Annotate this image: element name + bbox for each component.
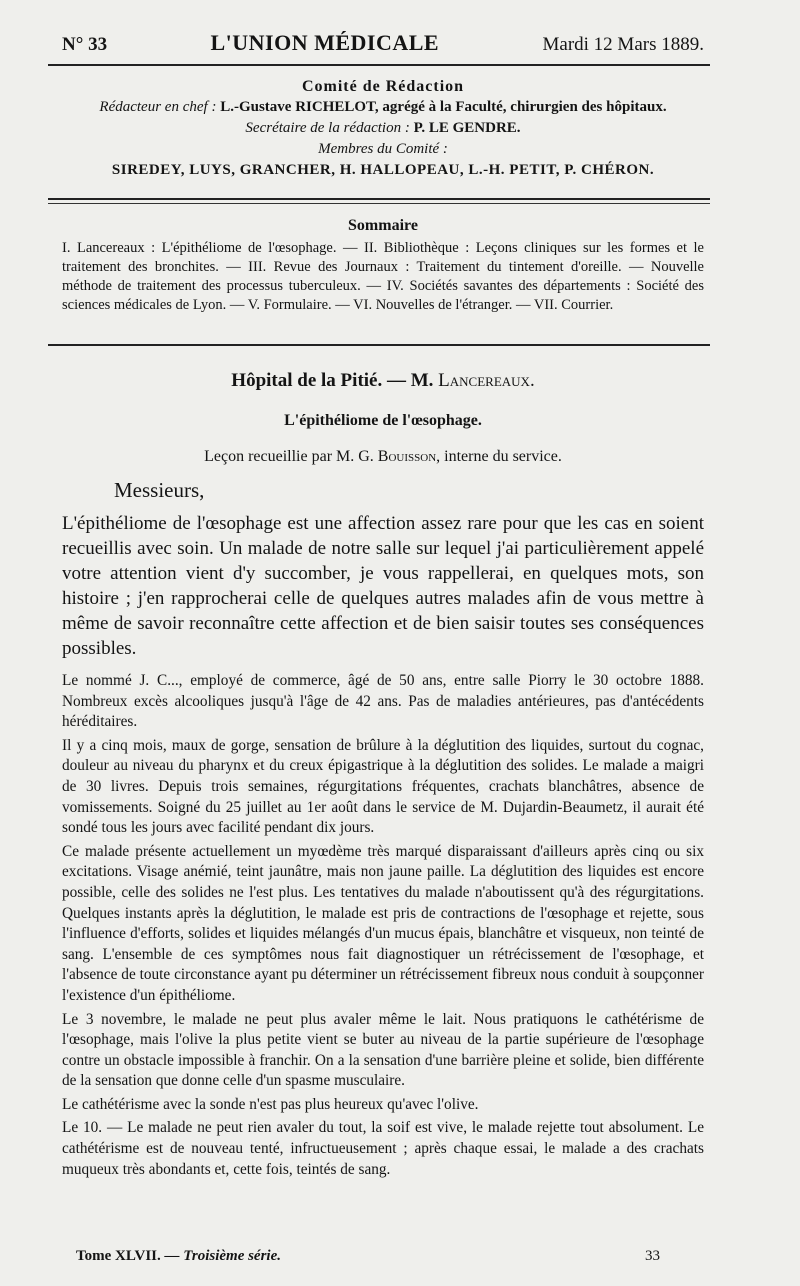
body-paragraph: Le nommé J. C..., employé de commerce, âgé de 50 ans, entre salle Piorry le 30 octobre 1888. Nombreux excès alcooliques jusqu'à l'âge de 42 ans. Pas de maladies antérieures, pas d'antécédents héréditaires.	[62, 672, 704, 731]
chief-label: Rédacteur en chef :	[99, 99, 217, 115]
editorial-committee	[62, 76, 704, 181]
issue-date: Mardi 12 Mars 1889.	[542, 34, 704, 55]
body-paragraph: Il y a cinq mois, maux de gorge, sensation de brûlure à la déglutition des liquides, surtout du cognac, douleur au niveau du pharynx et du creux épigastrique à la déglutition des solides. Le malade a maigri de 30 livres. Depuis trois semaines, régurgitations fréquentes, crachats blanchâtres, absence de vomissements. Soigné du 25 juillet au 1er août dans le service de M. Dujardin-Beaumetz, il aurait été sondé tous les jours avec facilité pendant dix jours.	[62, 736, 704, 837]
salutation: Messieurs,	[114, 478, 205, 502]
chief-editor: L.-Gustave RICHELOT, agrégé à la Faculté, chirurgien des hôpitaux.	[220, 99, 667, 115]
page-number: 33	[645, 1248, 660, 1264]
secretary-label: Secrétaire de la rédaction :	[245, 120, 410, 136]
page-footer	[76, 1248, 660, 1265]
article-byline	[62, 448, 704, 466]
summary-title: Sommaire	[348, 217, 418, 234]
footer-volume	[76, 1248, 281, 1265]
summary-rule	[48, 344, 710, 346]
body-paragraph: Le 3 novembre, le malade ne peut plus avaler même le lait. Nous pratiquons le cathétérisme de l'œsophage, mais l'olive la plus petite vient se buter au niveau de la partie supérieure de l'œsophage contre un obstacle impossible à franchir. On a la sensation d'une barrière pleine et solide, bien différente de la sensation que donne celle d'un spasme musculaire.	[62, 1010, 704, 1090]
committee-rule-top	[48, 198, 710, 200]
chief-editor-line	[62, 97, 704, 118]
issue-number: N° 33	[62, 34, 108, 55]
secretary-name: P. LE GENDRE.	[413, 120, 521, 136]
tome-label: Tome XLVII.	[76, 1248, 161, 1264]
body-paragraph: Le 10. — Le malade ne peut rien avaler du tout, la soif est vive, le malade rejette tout absolument. Le cathétérisme est de nouveau tenté, infructueusement ; après chaque essai, le malade a des crachats muqueux très abondants et, cette fois, teintés de sang.	[62, 1119, 704, 1178]
hospital-heading	[62, 370, 704, 392]
summary-box	[62, 216, 704, 315]
body-paragraph: Ce malade présente actuellement un myœdème très marqué disparaissant d'ailleurs après cinq ou six excitations. Visage anémié, teint jaunâtre, mais non jaune paille. La déglutition des liquides est encore possible, celle des solides ne l'est plus. Les tentatives du malade n'aboutissent qu'à des régurgitations. Quelques instants après la déglutition, le malade est pris de contractions de l'œsophage et rejette, sous l'influence d'efforts, solides et liquides mélangés d'un mucus épais, blanchâtre et visqueux, non teinté de sang. L'ensemble de ces symptômes nous fait diagnostiquer un rétrécissement de l'œsophage, et l'absence de toute circonstance ayant pu déterminer un rétrécissement fibreux nous conduit à soupçonner l'existence d'un épithéliome.	[62, 842, 704, 1004]
page-header	[62, 30, 704, 56]
committee-title: Comité de Rédaction	[301, 78, 465, 95]
members-label-line	[62, 139, 704, 160]
intro-paragraph: L'épithéliome de l'œsophage est une affection assez rare pour que les cas en soient recueillis avec soin. Un malade de notre salle sur lequel j'ai particulièrement appelé votre attention vient d'y succomber, je vous rappellerai, en quelques mots, son histoire ; j'en rapprocherai celle de quelques autres malades afin de vous mettre à même de savoir reconnaître cette affection et de bien saisir toutes ses conséquences possibles.	[62, 513, 704, 659]
byline-prefix: Leçon recueillie par M. G.	[204, 448, 374, 465]
journal-title: L'UNION MÉDICALE	[210, 30, 440, 55]
hospital-title: Hôpital de la Pitié. — M.	[231, 370, 434, 391]
committee-members: SIREDEY, LUYS, GRANCHER, H. HALLOPEAU, L.-H. PETIT, P. CHÉRON.	[111, 162, 655, 178]
committee-rule-bottom	[48, 203, 710, 204]
header-rule	[48, 64, 710, 66]
byline-name: Bouisson,	[377, 448, 441, 465]
byline-suffix: interne du service.	[444, 448, 562, 465]
hospital-doctor: Lancereaux.	[438, 370, 535, 391]
body-paragraph: Le cathétérisme avec la sonde n'est pas plus heureux qu'avec l'olive.	[62, 1095, 479, 1113]
series-label: — Troisième série.	[164, 1248, 282, 1264]
members-label: Membres du Comité :	[318, 141, 448, 157]
article	[62, 370, 704, 1183]
secretary-line	[62, 118, 704, 139]
summary-text: I. Lancereaux : L'épithéliome de l'œsophage. — II. Bibliothèque : Leçons cliniques sur les formes et le traitement des bronchites. — III. Revue des Journaux : Traitement du tintement d'oreille. — Nouvelle méthode de traitement des processus tuberculeux. — IV. Sociétés savantes des départements : Société des sciences médicales de Lyon. — V. Formulaire. — VI. Nouvelles de l'étranger. — VII. Courrier.	[62, 240, 704, 313]
article-title: L'épithéliome de l'œsophage.	[284, 412, 482, 429]
